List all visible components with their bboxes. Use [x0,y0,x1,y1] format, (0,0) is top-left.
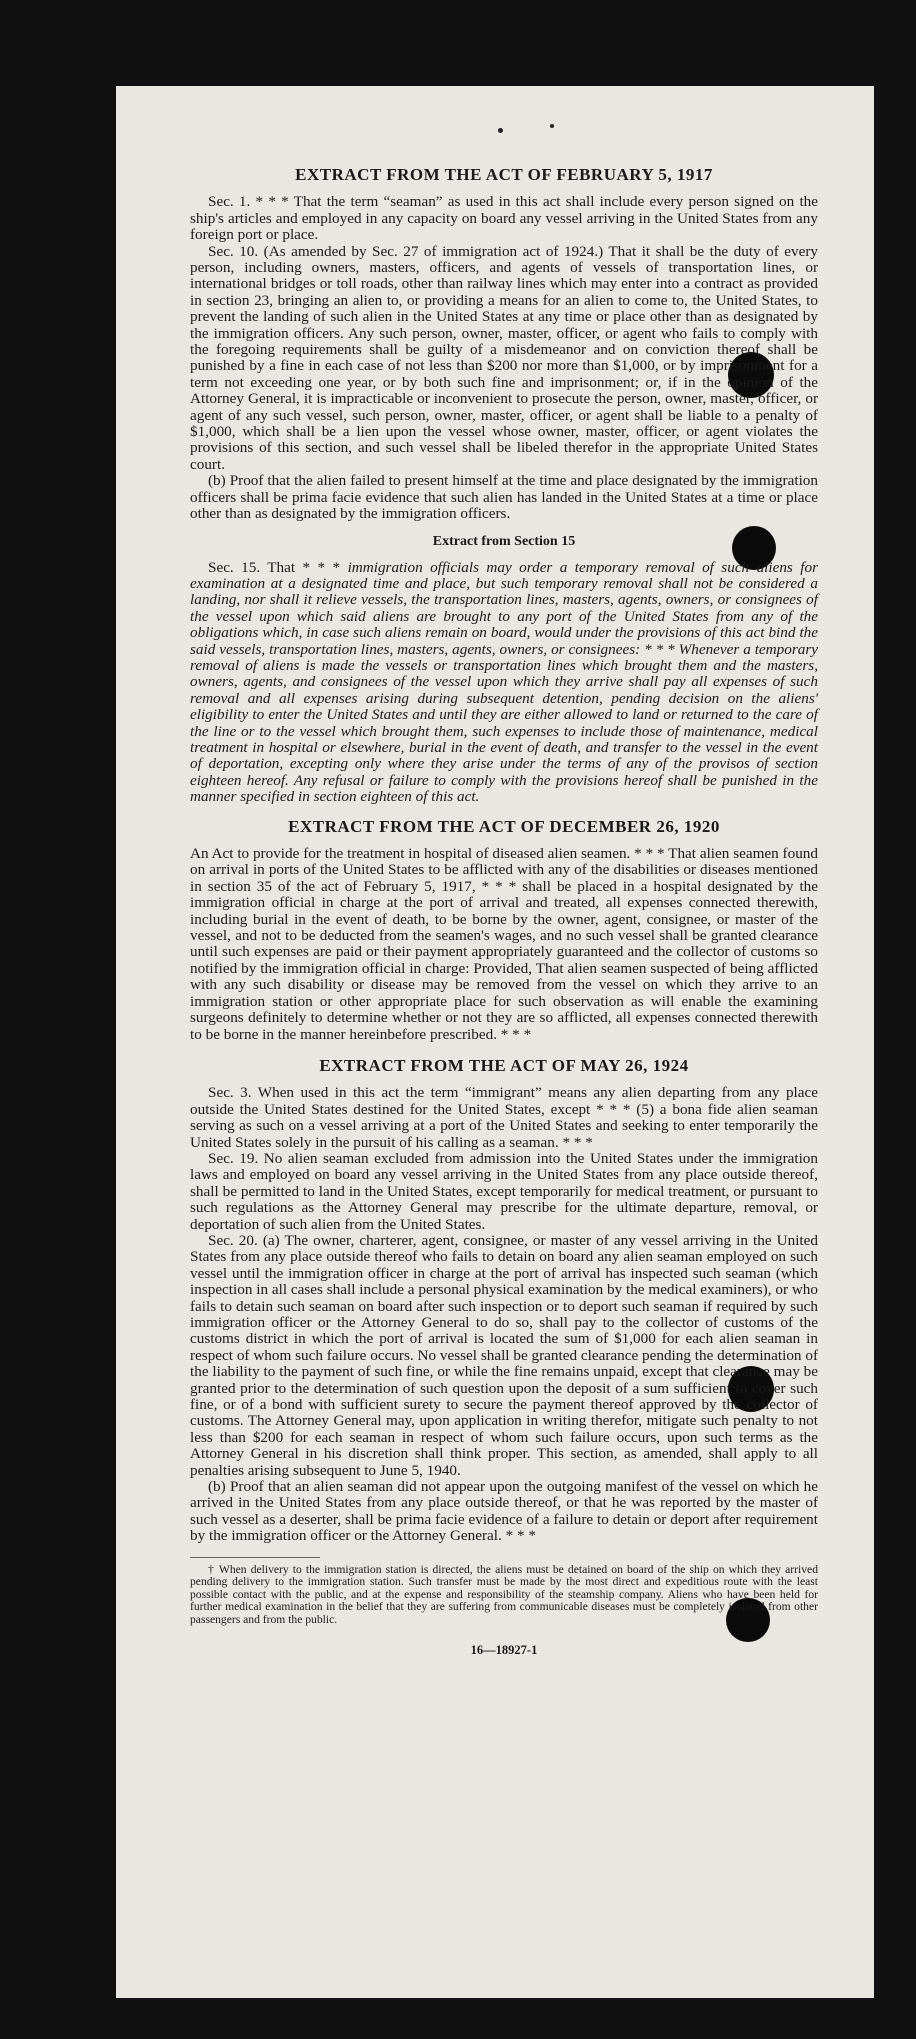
paragraph: Sec. 1. * * * That the term “seaman” as used in this act shall include every person signed on the ship's articles and employed in any capacity on board any vessel arriving in the United States from any foreign port or place. [190,193,818,244]
text-column [190,166,818,1658]
section-heading: Extract from Section 15 [432,534,576,550]
paragraph: Sec. 3. When used in this act the term “immigrant” means any alien departing from any place outside the United States destined for the United States, except * * * (5) a bona fide alien seaman serving as such on a vessel arriving at a port of the United States and seeking to enter temporarily the United States solely in the pursuit of his calling as a seaman. * * * [190,1084,818,1151]
section-may-1924 [190,1057,818,1545]
scan-speck [550,124,554,128]
footnote-divider [190,1557,320,1558]
document-page [116,86,874,1998]
paragraph: Sec. 19. No alien seaman excluded from admission into the United States under the immigration laws and employed on board any vessel arriving in the United States from any place outside thereof, shall be permitted to land in the United States, except temporarily for medical treatment, or pursuant to such regulations as the Attorney General may prescribe for the ultimate departure, removal, or deportation of such alien from the United States. [190,1149,818,1233]
footnote [190,1564,818,1627]
form-code: 16—18927-1 [470,1643,538,1658]
scan-speck [498,128,503,133]
section-feb-1917 [190,166,818,522]
paragraph: Sec. 10. (As amended by Sec. 27 of immigration act of 1924.) That it shall be the duty of every person, including owners, masters, officers, and agents of vessels of transportation lines, or international bridges or toll roads, other than railway lines which may enter into a contract as provided in section 23, bringing an alien to, or providing a means for an alien to come to, the United States, to prevent the landing of such alien in the United States at any time or place other than as designated by the immigration officers. Any such person, owner, master, officer, or agent who fails to comply with the foregoing requirements shall be guilty of a misdemeanor and on conviction thereof shall be punished by a fine in each case of not less than $200 nor more than $1,000, or by imprisonment for a term not exceeding one year, or by both such fine and imprisonment; or, if in the opinion of the Attorney General, it is impracticable or inconvenient to prosecute the person, owner, master, officer, or agent of any such vessel, such person, owner, master, officer, or agent shall be liable to a penalty of $1,000, which shall be a lien upon the vessel whose owner, master, officer, or agent violates the provisions of this section, and such vessel shall be libeled therefor in the appropriate United States court. [190,242,818,473]
section-lead: Sec. 15. That * * * [208,558,348,576]
paragraph: (b) Proof that an alien seaman did not appear upon the outgoing manifest of the vessel on which he arrived in the United States from any place outside thereof, or that he was reported by the master of such vessel as a deserter, shall be prima facie evidence of a failure to detain or deport after requirement by the immigration officer or the Attorney General. * * * [190,1478,818,1545]
paragraph: An Act to provide for the treatment in hospital of diseased alien seamen. * * * That alien seamen found on arrival in ports of the United States to be afflicted with any of the disabilities or diseases mentioned in section 35 of the act of February 5, 1917, * * * shall be placed in a hospital designated by the immigration official in charge at the port of arrival and treated, all expenses connected therewith, including burial in the event of death, to be borne by the owner, agent, consignee, or master of the vessel, and not to be deducted from the seamen's wages, and no such vessel shall be granted clearance until such expenses are paid or their payment appropriately guaranteed and the collector of customs so notified by the immigration official in charge: Provided, That alien seamen suspected of being afflicted with any such disability or disease may be removed from the vessel on which they arrive to an immigration station or other appropriate place for such observation as will enable the examining surgeons definitely to determine whether or not they are so afflicted, all expenses connected therewith to be borne in the manner hereinbefore prescribed. * * * [190,845,818,1043]
section-heading: EXTRACT FROM THE ACT OF DECEMBER 26, 1920 [288,816,720,836]
paragraph: (b) Proof that the alien failed to present himself at the time and place designated by the immigration officers shall be prima facie evidence that such alien has landed in the United States at a time or place other than as designated by the immigration officers. [190,472,818,523]
section-dec-1920 [190,818,818,1043]
section-heading: EXTRACT FROM THE ACT OF FEBRUARY 5, 1917 [295,165,713,184]
footnote-text: † When delivery to the immigration station is directed, the aliens must be detained on board of the ship on which they arrived pending delivery to the immigration station. Such transfer must be made by the most direct and expeditious route with the least possible contact with the public, and at the expense and responsibility of the steamship company. Aliens who have been held for further medical examination in the belief that they are suffering from communicable diseases must be completely isolated from other passengers and from the public. [190,1562,818,1626]
section-heading: EXTRACT FROM THE ACT OF MAY 26, 1924 [319,1055,689,1075]
paragraph [190,560,818,806]
paragraph: Sec. 20. (a) The owner, charterer, agent, consignee, or master of any vessel arriving in the United States from any place outside thereof who fails to detain on board any alien seaman employed on such vessel until the immigration officer in charge at the port of arrival has inspected such seaman (which inspection in all cases shall include a personal physical examination by the medical examiners), or who fails to detain such seaman on board after such inspection or to deport such seaman if required by such immigration officer or the Attorney General to do so, shall pay to the collector of customs of the customs district in which the port of arrival is located the sum of $1,000 for each alien seaman in respect of whom such failure occurs. No vessel shall be granted clearance pending the determination of the liability to the payment of such fine, or while the fine remains unpaid, except that clearance may be granted prior to the determination of such question upon the deposit of a sum sufficient to cover such fine, or of a bond with sufficient surety to secure the payment thereof approved by the collector of customs. The Attorney General may, upon application in writing therefor, mitigate such penalty to not less than $200 for each seaman in respect of whom such failure occurs, upon such terms as the Attorney General in his discretion shall think proper. This section, as amended, shall apply to all penalties arising subsequent to June 5, 1940. [190,1231,818,1479]
italic-text: immigration officials may order a temporary removal of such aliens for examination at a designated time and place, but such temporary removal shall not be considered a landing, nor shall it relieve vessels, the transportation lines, masters, agents, owners, or consignees of the vessel upon which said aliens are brought to any port of the United States from any of the obligations which, in case such aliens remain on board, would under the provisions of this act bind the said vessels, transportation lines, masters, agents, owners, or consignees: * * * Whenever a temporary removal of aliens is made the vessels or transportation lines which brought them and the masters, owners, agents, and consignees of the vessel upon which they arrive shall pay all expenses of such removal and all expenses arising during subsequent detention, pending decision on the aliens' eligibility to enter the United States and until they are either allowed to land or returned to the care of the line or to the vessel which brought them, such expenses to include those of maintenance, medical treatment in hospital or elsewhere, burial in the event of death, and transfer to the vessel in the event of deportation, excepting only where they arise under the terms of any of the provisos of section eighteen hereof. Any refusal or failure to comply with the provisions hereof shall be punished in the manner specified in section eighteen of this act. [190,558,818,806]
section-15-extract [190,534,818,805]
